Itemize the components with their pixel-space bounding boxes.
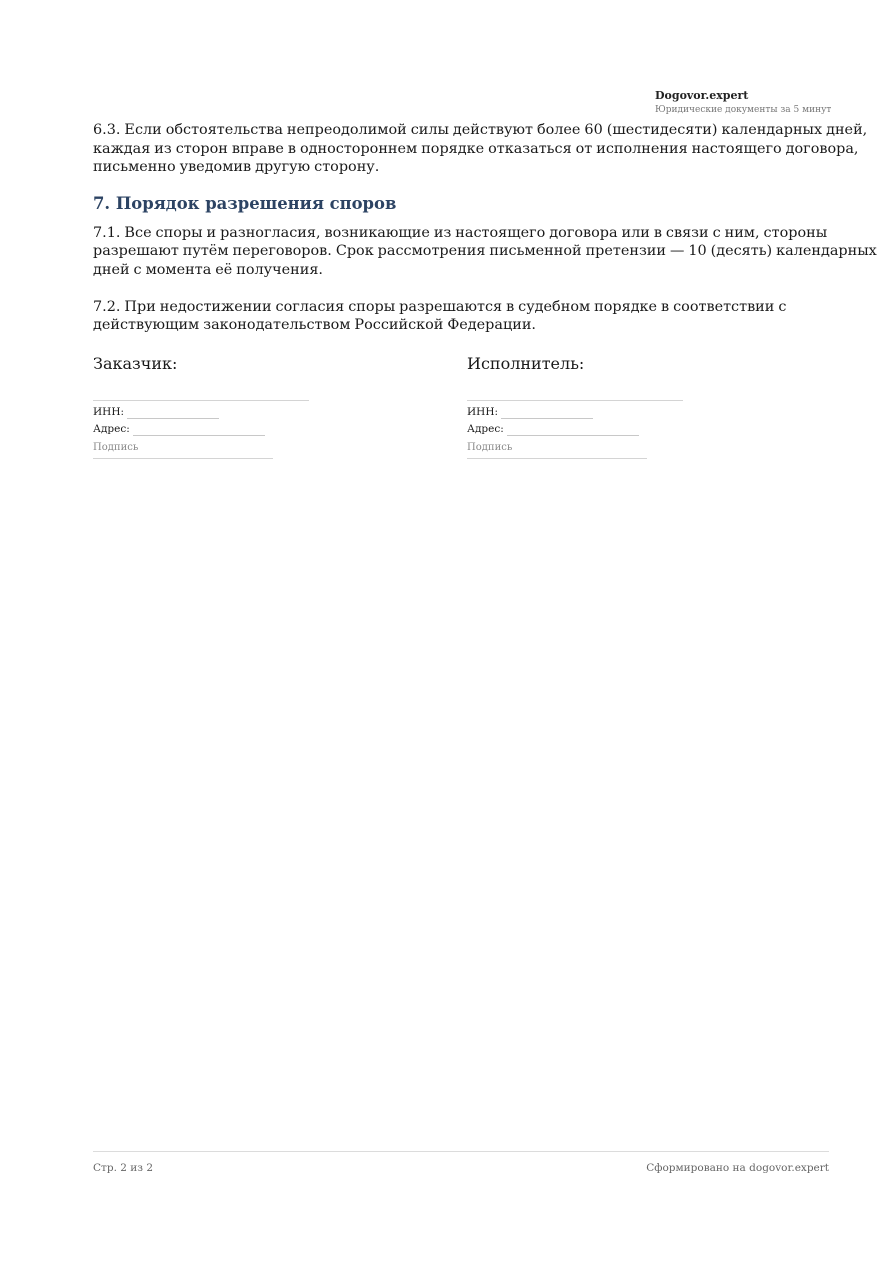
customer-inn-blank <box>127 407 219 419</box>
customer-inn-field <box>93 405 353 419</box>
customer-inn-label: ИНН: <box>93 406 125 418</box>
customer-signature-label: Подпись <box>93 442 139 453</box>
contractor-name-line <box>467 400 683 401</box>
signature-block <box>93 353 853 483</box>
clause-6-3: 6.3. Если обстоятельства непреодолимой силы действуют более 60 (шестидесяти) календарных дней, каждая из сторон вправе в одностороннем порядке отказаться от исполнения настоящего договора, письменно уведомив другую сторону. <box>93 122 868 176</box>
contractor-inn-blank <box>501 407 593 419</box>
contractor-title: Исполнитель: <box>467 354 585 373</box>
contractor-party <box>467 353 727 459</box>
contractor-address-field <box>467 422 727 436</box>
customer-title: Заказчик: <box>93 354 178 373</box>
brand-tagline: Юридические документы за 5 минут <box>655 105 832 115</box>
clause-7-1: 7.1. Все споры и разногласия, возникающие из настоящего договора или в связи с ним, стороны разрешают путём переговоров. Срок рассмотрения письменной претензии — 10 (десять) календарных дней с момента её получения. <box>93 224 877 278</box>
customer-address-label: Адрес: <box>93 423 130 435</box>
brand-name: Dogovor.expert <box>655 89 749 102</box>
footer-divider <box>93 1151 829 1152</box>
customer-party <box>93 353 353 459</box>
generated-note: Сформировано на dogovor.expert <box>646 1162 829 1174</box>
contractor-inn-field <box>467 405 727 419</box>
contractor-inn-label: ИНН: <box>467 406 499 418</box>
section-7-heading: 7. Порядок разрешения споров <box>93 193 397 213</box>
page-indicator: Стр. 2 из 2 <box>93 1162 154 1174</box>
contractor-signature-label: Подпись <box>467 442 513 453</box>
customer-signature-line <box>93 458 273 459</box>
clause-7-2: 7.2. При недостижении согласия споры разрешаются в судебном порядке в соответствии с действующим законодательством Российской Федерации. <box>93 298 787 334</box>
brand-header <box>655 88 855 117</box>
document-body <box>93 121 879 335</box>
customer-name-line <box>93 400 309 401</box>
contractor-address-blank <box>507 424 639 436</box>
customer-address-field <box>93 422 353 436</box>
contractor-address-label: Адрес: <box>467 423 504 435</box>
customer-address-blank <box>133 424 265 436</box>
contractor-signature-line <box>467 458 647 459</box>
